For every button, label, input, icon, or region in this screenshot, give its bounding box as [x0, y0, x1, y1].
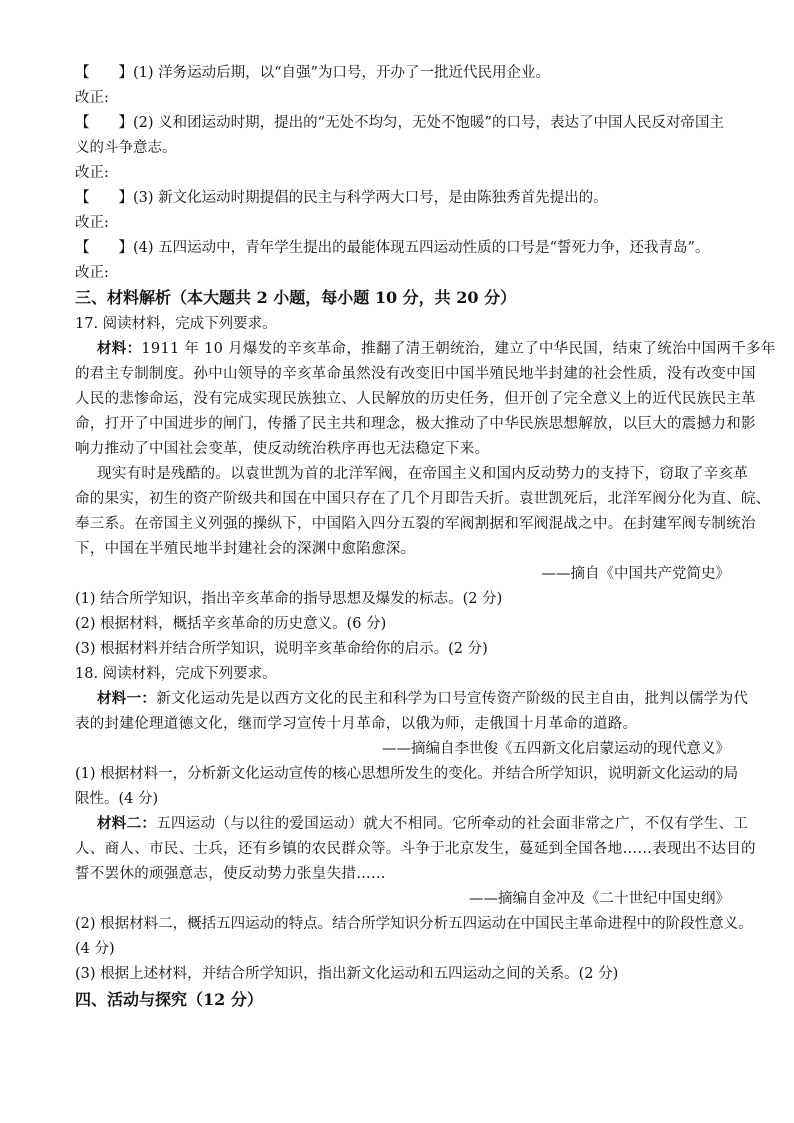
- material-line: 命的果实，初生的资产阶级共和国在中国只存在了几个月即告夭折。袁世凯死后，北洋军阀分化为直、皖、: [75, 491, 771, 507]
- material-line: 的君主专制制度。孙中山领导的辛亥革命虽然没有改变旧中国半殖民地半封建的社会性质，没有改变中国: [75, 366, 756, 382]
- material-line: 材料一：新文化运动先是以西方文化的民主和科学为口号宣传资产阶级的民主自由，批判以儒学为代: [97, 690, 749, 707]
- question-stem: 17. 阅读材料，完成下列要求。: [75, 316, 277, 332]
- judgment-2: [75, 111, 734, 135]
- material-line: 命，打开了中国进步的闸门，传播了民主共和理念，极大推动了中华民族思想解放，以巨大的震撼力和影: [75, 416, 756, 432]
- correction-label: 改正:: [75, 265, 109, 281]
- judgment-1: [75, 61, 734, 85]
- judgment-text: (1) 洋务运动后期，以“自强”为口号，开办了一批近代民用企业。: [133, 65, 550, 81]
- correction-label: 改正:: [75, 90, 109, 106]
- correction-label: 改正:: [75, 165, 109, 181]
- sub-question: (1) 结合所学知识，指出辛亥革命的指导思想及爆发的标志。(2 分): [75, 591, 503, 607]
- material-label: 材料一：: [97, 690, 157, 707]
- answer-bracket: 【 】: [75, 240, 133, 256]
- material-label: 材料：: [97, 340, 142, 357]
- material-label: 材料二：: [97, 815, 157, 832]
- material-source: ——摘自《中国共产党简史》: [541, 566, 730, 582]
- material-line: 响力推动了中国社会变革，使反动统治秩序再也无法稳定下来。: [75, 441, 490, 457]
- material-line: 下，中国在半殖民地半封建社会的深渊中愈陷愈深。: [75, 541, 416, 557]
- material-line: 表的封建伦理道德文化，继而学习宣传十月革命，以俄为师，走俄国十月革命的道路。: [75, 716, 638, 732]
- sub-question: (3) 根据材料并结合所学知识，说明辛亥革命给你的启示。(2 分): [75, 641, 488, 657]
- sub-question-cont: (4 分): [75, 941, 115, 957]
- answer-bracket: 【 】: [75, 190, 133, 206]
- material-line: 奉三系。在帝国主义列强的操纵下，中国陷入四分五裂的军阀割据和军阀混战之中。在封建军阀专制统治: [75, 516, 756, 532]
- material-source: ——摘编自李世俊《五四新文化启蒙运动的现代意义》: [382, 741, 730, 757]
- material-line: 人民的悲惨命运，没有完成实现民族独立、人民解放的历史任务，但开创了完全意义上的近代民族民主革: [75, 391, 756, 407]
- material-line: 材料二：五四运动（与以往的爱国运动）就大不相同。它所牵动的社会面非常之广，不仅有学生、工: [97, 815, 749, 832]
- material-source: ——摘编自金冲及《二十世纪中国史纲》: [469, 891, 730, 907]
- sub-question-cont: 限性。(4 分): [75, 791, 159, 807]
- material-line: 誓不罢休的顽强意志，使反动势力张皇失措……: [75, 866, 386, 882]
- correction-label: 改正:: [75, 215, 109, 231]
- material-line: 现实有时是残酷的。以袁世凯为首的北洋军阀，在帝国主义和国内反动势力的支持下，窃取了辛亥革: [97, 466, 749, 482]
- sub-question: (3) 根据上述材料，并结合所学知识，指出新文化运动和五四运动之间的关系。(2 分): [75, 966, 619, 982]
- judgment-3: [75, 186, 734, 210]
- judgment-text: (3) 新文化运动时期提倡的民主与科学两大口号，是由陈独秀首先提出的。: [133, 190, 608, 206]
- answer-bracket: 【 】: [75, 115, 133, 131]
- material-line: 材料：1911 年 10 月爆发的辛亥革命，推翻了清王朝统治，建立了中华民国，结束了统治中国两千多年: [97, 340, 776, 357]
- sub-question: (2) 根据材料，概括辛亥革命的历史意义。(6 分): [75, 616, 387, 632]
- judgment-text: (4) 五四运动中，青年学生提出的最能体现五四运动性质的口号是“誓死力争，还我青岛”。: [133, 240, 710, 256]
- answer-bracket: 【 】: [75, 65, 133, 81]
- question-stem: 18. 阅读材料，完成下列要求。: [75, 666, 277, 682]
- judgment-text: (2) 义和团运动时期，提出的“无处不均匀，无处不饱暖”的口号，表达了中国人民反对帝国主: [133, 115, 724, 131]
- section-title: 四、活动与探究（12 分）: [75, 990, 263, 1009]
- sub-question: (2) 根据材料二，概括五四运动的特点。结合所学知识分析五四运动在中国民主革命进程中的阶段性意义。: [75, 916, 753, 932]
- material-line: 人、商人、市民、士兵，还有乡镇的农民群众等。斗争于北京发生，蔓延到全国各地……表现出不达目的: [75, 841, 756, 857]
- sub-question: (1) 根据材料一，分析新文化运动宣传的核心思想所发生的变化。并结合所学知识，说明新文化运动的局: [75, 766, 739, 782]
- section-title: 三、材料解析（本大题共 2 小题，每小题 10 分，共 20 分）: [75, 288, 517, 307]
- judgment-text-cont: 义的斗争意志。: [75, 140, 177, 156]
- judgment-4: [75, 236, 734, 260]
